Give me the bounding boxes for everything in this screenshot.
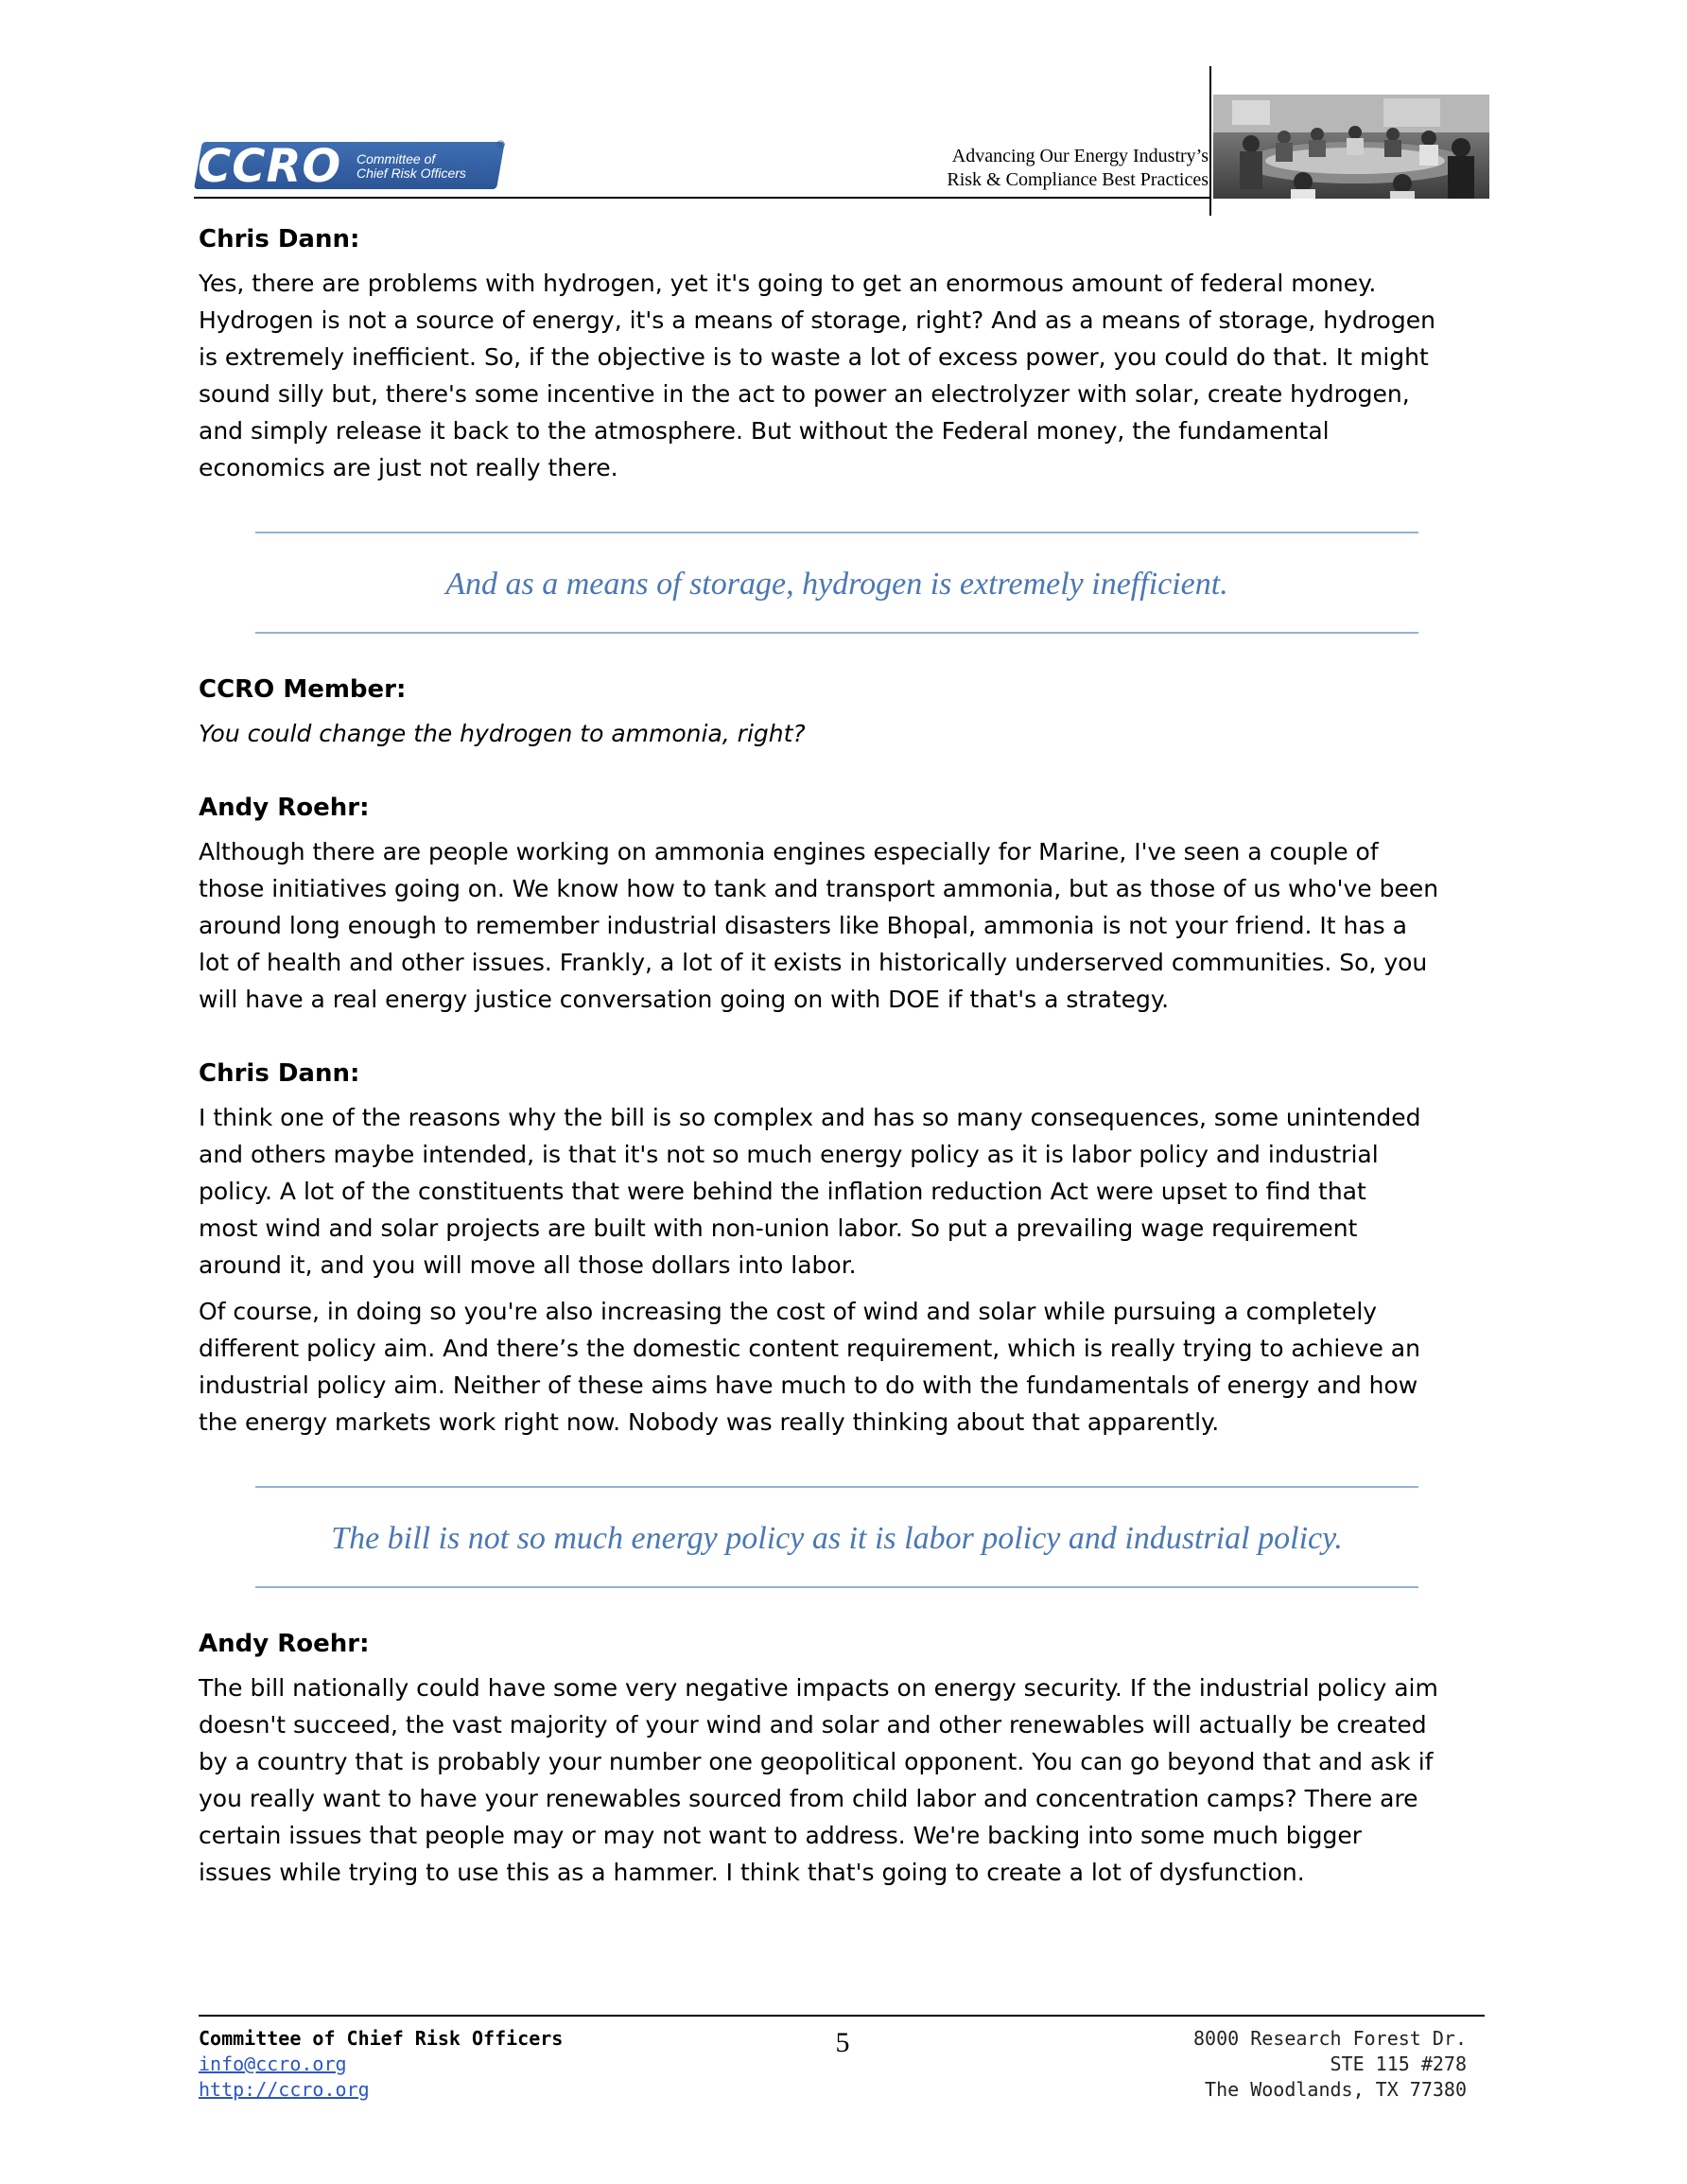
address-line1: 8000 Research Forest Dr. <box>1193 2027 1467 2050</box>
text-line: industrial policy aim. Neither of these aims have much to do with the fundamentals of energy and how <box>199 1372 1418 1399</box>
text-line: around long enough to remember industrial disasters like Bhopal, ammonia is not your friend. It has a <box>199 912 1407 939</box>
paragraph: You could change the hydrogen to ammonia, right? <box>199 720 806 747</box>
pull-quote-bottom-rule <box>255 632 1418 634</box>
speaker-label: CCRO Member: <box>199 675 407 704</box>
text-line: Yes, there are problems with hydrogen, yet it's going to get an enormous amount of federal money. <box>199 270 1377 297</box>
logo-wordmark: CCRO <box>198 140 342 193</box>
text-line: policy. A lot of the constituents that were behind the inflation reduction Act were upset to find that <box>199 1178 1366 1205</box>
text-line: you really want to have your renewables sourced from child labor and concentration camps? There are <box>199 1785 1418 1812</box>
logo-subtitle-line1: Committee of <box>357 151 436 166</box>
paragraph <box>199 265 1494 486</box>
footer-address <box>1193 2026 1467 2103</box>
footer-website-link[interactable]: http://ccro.org <box>199 2078 370 2101</box>
meeting-photo-illustration <box>1213 95 1489 199</box>
text-line: certain issues that people may or may not want to address. We're backing into some much bigger <box>199 1822 1362 1849</box>
paragraph <box>199 1669 1494 1891</box>
pull-quote <box>255 1486 1418 1588</box>
header-tagline <box>947 145 1209 192</box>
logo-subtitle-line2: Chief Risk Officers <box>357 166 466 181</box>
footer-email-link[interactable]: info@ccro.org <box>199 2053 347 2075</box>
ccro-logo <box>194 138 511 193</box>
text-line: The bill nationally could have some very negative impacts on energy security. If the industrial policy aim <box>199 1674 1438 1702</box>
meeting-photo <box>1213 95 1489 199</box>
speaker-label: Chris Dann: <box>199 225 360 253</box>
text-line: Although there are people working on ammonia engines especially for Marine, I've seen a couple of <box>199 838 1379 865</box>
page-number: 5 <box>835 2027 850 2058</box>
transcript-body <box>199 225 1494 1900</box>
speaker-label: Andy Roehr: <box>199 794 370 822</box>
text-line: different policy aim. And there’s the domestic content requirement, which is really trying to achieve an <box>199 1335 1420 1362</box>
tagline-line1: Advancing Our Energy Industry’s <box>951 146 1209 166</box>
speaker-label: Andy Roehr: <box>199 1630 370 1658</box>
pull-quote-text: And as a means of storage, hydrogen is extremely inefficient. <box>445 567 1228 602</box>
text-line: I think one of the reasons why the bill is so complex and has so many consequences, some unintended <box>199 1104 1421 1131</box>
text-line: those initiatives going on. We know how to tank and transport ammonia, but as those of us who've been <box>199 875 1439 902</box>
paragraph <box>199 1099 1494 1284</box>
registered-mark: ® <box>496 138 505 151</box>
text-line: the energy markets work right now. Nobody was really thinking about that apparently. <box>199 1408 1220 1436</box>
tagline-line2: Risk & Compliance Best Practices <box>947 169 1209 190</box>
speaker-label: Chris Dann: <box>199 1059 360 1088</box>
pull-quote <box>255 532 1418 634</box>
footer-org-name: Committee of Chief Risk Officers <box>199 2027 564 2050</box>
pull-quote-text: The bill is not so much energy policy as it is labor policy and industrial policy. <box>331 1521 1343 1556</box>
footer-rule <box>199 2015 1485 2017</box>
text-line: Hydrogen is not a source of energy, it's a means of storage, right? And as a means of storage, hydrogen <box>199 306 1435 334</box>
text-line: sound silly but, there's some incentive in the act to power an electrolyzer with solar, create hydrogen, <box>199 380 1410 408</box>
text-line: issues while trying to use this as a hammer. I think that's going to create a lot of dysfunction. <box>199 1859 1305 1886</box>
text-line: by a country that is probably your number one geopolitical opponent. You can go beyond that and ask if <box>199 1748 1434 1775</box>
pull-quote-bottom-rule <box>255 1586 1418 1588</box>
text-line: around it, and you will move all those dollars into labor. <box>199 1251 857 1279</box>
text-line: most wind and solar projects are built with non-union labor. So put a prevailing wage requirement <box>199 1214 1358 1242</box>
text-line: doesn't succeed, the vast majority of your wind and solar and other renewables will actually be created <box>199 1711 1427 1738</box>
address-line3: The Woodlands, TX 77380 <box>1205 2078 1467 2101</box>
header-rule <box>194 197 1209 199</box>
text-line: and others maybe intended, is that it's not so much energy policy as it is labor policy and industrial <box>199 1141 1379 1168</box>
text-line: Of course, in doing so you're also increasing the cost of wind and solar while pursuing a completely <box>199 1298 1378 1325</box>
text-line: lot of health and other issues. Frankly, a lot of it exists in historically underserved communities. So, you <box>199 949 1428 976</box>
footer-contact <box>199 2026 563 2103</box>
text-line: is extremely inefficient. So, if the objective is to waste a lot of excess power, you could do that. It might <box>199 343 1429 371</box>
header-vertical-divider <box>1209 66 1211 216</box>
paragraph <box>199 833 1494 1018</box>
text-line: will have a real energy justice conversation going on with DOE if that's a strategy. <box>199 986 1170 1013</box>
text-line: economics are just not really there. <box>199 454 618 481</box>
paragraph <box>199 1293 1494 1441</box>
address-line2: STE 115 #278 <box>1330 2053 1467 2075</box>
text-line: and simply release it back to the atmosphere. But without the Federal money, the fundamental <box>199 417 1330 445</box>
logo-subtitle <box>357 152 466 181</box>
